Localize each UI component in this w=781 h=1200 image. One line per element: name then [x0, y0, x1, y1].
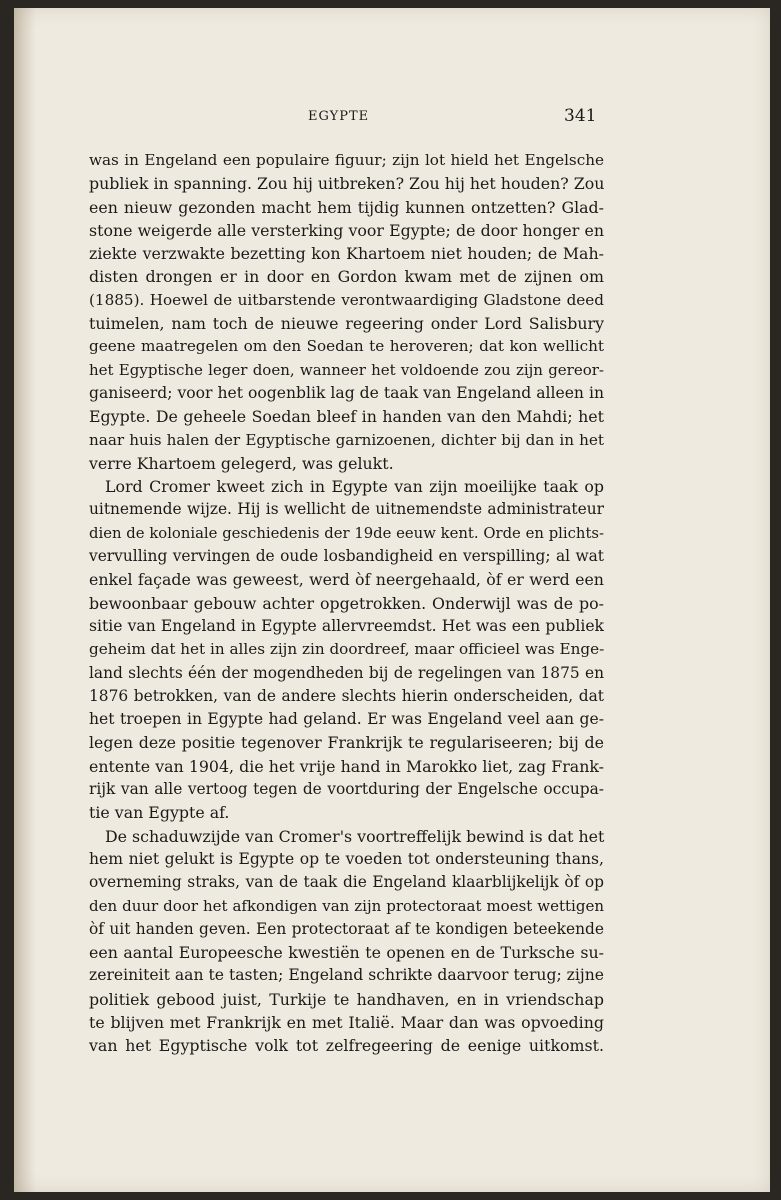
text-line: verre Khartoem gelegerd, was gelukt.: [89, 453, 394, 473]
text-line: 1876 betrokken, van de andere slechts hierin onderscheiden, dat: [89, 686, 604, 705]
text-line: land slechts één der mogendheden bij de regelingen van 1875 en: [89, 663, 604, 682]
running-head: [14, 108, 770, 128]
text-line: stone weigerde alle versterking voor Egypte; de door honger en: [89, 220, 604, 240]
text-line: het Egyptische leger doen, wanneer het voldoende zou zijn gereor-: [89, 360, 604, 379]
text-line: geheim dat het in alles zijn zin doordreef, maar officieel was Enge-: [89, 640, 605, 659]
book-page: [14, 8, 770, 1192]
body-text: [89, 149, 604, 1058]
text-line: legen deze positie tegenover Frankrijk te regulariseeren; bij de: [89, 733, 604, 753]
text-line: was in Engeland een populaire figuur; zijn lot hield het Engelsche: [89, 151, 604, 169]
text-line: tie van Egypte af.: [89, 803, 230, 823]
text-line: den duur door het afkondigen van zijn protectoraat moest wettigen: [89, 896, 604, 915]
text-line: te blijven met Frankrijk en met Italië. Maar dan was opvoeding: [89, 1012, 604, 1032]
page-gutter-shadow: [14, 8, 36, 1192]
text-line: dien de koloniale geschiedenis der 19de eeuw kent. Orde en plichts-: [89, 524, 604, 542]
text-line: tuimelen, nam toch de nieuwe regeering onder Lord Salisbury: [89, 314, 604, 334]
text-line: het troepen in Egypte had geland. Er was Engeland veel aan ge-: [89, 710, 604, 729]
text-line: politiek gebood juist, Turkije te handhaven, en in vriendschap: [89, 989, 604, 1009]
text-line: ziekte verzwakte bezetting kon Khartoem niet houden; de Mah-: [89, 244, 604, 264]
text-line: òf uit handen geven. Een protectoraat af te kondigen beteekende: [89, 919, 604, 938]
text-line: hem niet gelukt is Egypte op te voeden tot ondersteuning thans,: [89, 849, 604, 868]
text-line: overneming straks, van de taak die Engeland klaarblijkelijk òf op: [89, 873, 604, 892]
running-title: EGYPTE: [308, 109, 370, 124]
text-line: bewoonbaar gebouw achter opgetrokken. Onderwijl was de po-: [89, 593, 604, 613]
text-line: publiek in spanning. Zou hij uitbreken? Zou hij het houden? Zou: [89, 174, 605, 194]
text-line: geene maatregelen om den Soedan te heroveren; dat kon wellicht: [89, 337, 604, 356]
text-line: Egypte. De geheele Soedan bleef in handen van den Mahdi; het: [89, 407, 604, 427]
text-line: rijk van alle vertoog tegen de voortduring der Engelsche occupa-: [89, 780, 604, 799]
text-line: Lord Cromer kweet zich in Egypte van zijn moeilijke taak op: [105, 477, 604, 497]
text-line: vervulling vervingen de oude losbandigheid en verspilling; al wat: [89, 547, 604, 566]
text-line: entente van 1904, die het vrije hand in Marokko liet, zag Frank-: [89, 756, 604, 776]
text-line: (1885). Hoewel de uitbarstende verontwaardiging Gladstone deed: [89, 290, 604, 309]
text-line: een aantal Europeesche kwestiën te openen en de Turksche su-: [89, 943, 604, 963]
text-line: ganiseerd; voor het oogenblik lag de taak van Engeland alleen in: [89, 383, 604, 402]
text-line: enkel façade was geweest, werd òf neergehaald, òf er werd een: [89, 570, 604, 590]
text-line: een nieuw gezonden macht hem tijdig kunnen ontzetten? Glad-: [89, 197, 604, 217]
text-line: van het Egyptische volk tot zelfregeering de eenige uitkomst.: [89, 1036, 604, 1056]
text-line: De schaduwzijde van Cromer's voortreffelijk bewind is dat het: [105, 826, 605, 846]
text-line: zereiniteit aan te tasten; Engeland schrikte daarvoor terug; zijne: [89, 966, 604, 985]
page-number: 341: [564, 106, 597, 126]
text-line: uitnemende wijze. Hij is wellicht de uitnemendste administrateur: [89, 500, 604, 519]
text-line: disten drongen er in door en Gordon kwam met de zijnen om: [89, 267, 604, 287]
text-line: sitie van Engeland in Egypte allervreemdst. Het was een publiek: [89, 616, 604, 635]
text-line: naar huis halen der Egyptische garnizoenen, dichter bij dan in het: [89, 430, 604, 449]
